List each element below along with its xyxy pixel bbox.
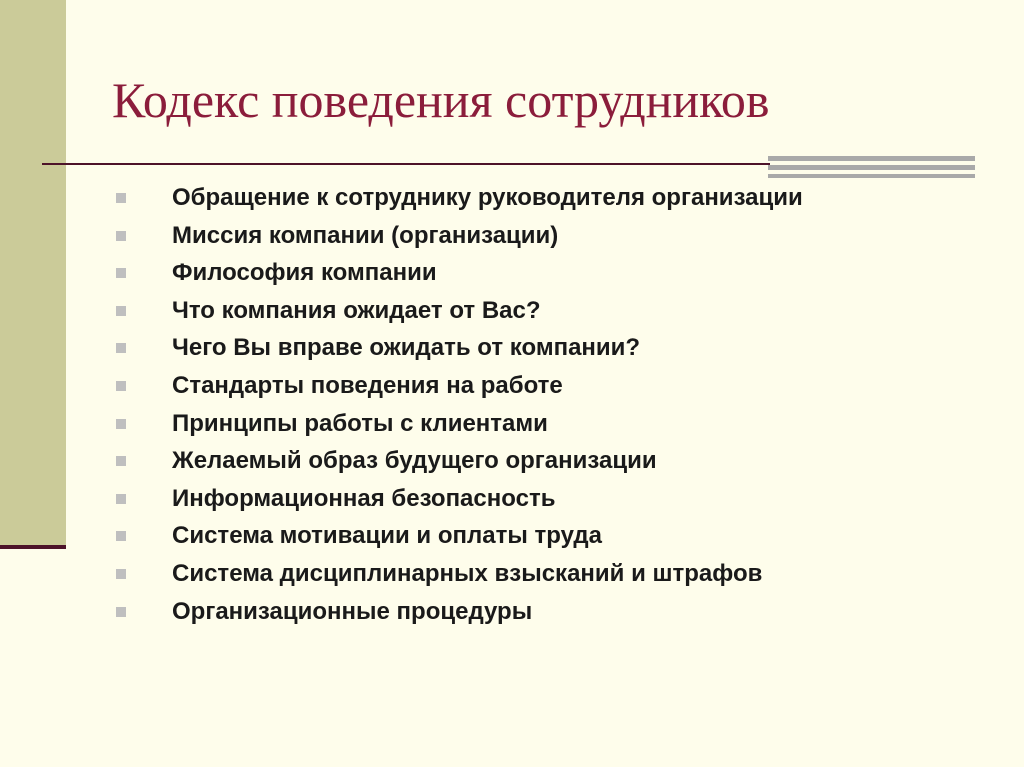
list-item-text: Философия компании xyxy=(172,259,437,287)
square-bullet-icon xyxy=(116,494,126,504)
square-bullet-icon xyxy=(116,419,126,429)
list-item-text: Информационная безопасность xyxy=(172,484,556,512)
list-item-text: Миссия компании (организации) xyxy=(172,221,559,249)
square-bullet-icon xyxy=(116,381,126,391)
list-item-text: Система мотивации и оплаты труда xyxy=(172,522,602,550)
list-item-text: Стандарты поведения на работе xyxy=(172,371,563,399)
list-item-text: Желаемый образ будущего организации xyxy=(172,447,657,475)
list-item-text: Система дисциплинарных взысканий и штрафов xyxy=(172,559,763,587)
square-bullet-icon xyxy=(116,569,126,579)
left-decorative-band xyxy=(0,0,66,545)
left-band-rule xyxy=(0,545,66,549)
square-bullet-icon xyxy=(116,456,126,466)
slide-title: Кодекс поведения сотрудников xyxy=(112,72,770,128)
square-bullet-icon xyxy=(116,531,126,541)
square-bullet-icon xyxy=(116,343,126,353)
title-accent-stripes xyxy=(768,156,975,178)
title-underline xyxy=(42,163,770,165)
square-bullet-icon xyxy=(116,607,126,617)
list-item-text: Организационные процедуры xyxy=(172,597,533,625)
list-item-text: Обращение к сотруднику руководителя организации xyxy=(172,184,803,211)
list-item-text: Что компания ожидает от Вас? xyxy=(172,296,541,324)
square-bullet-icon xyxy=(116,231,126,241)
list-item-text: Чего Вы вправе ожидать от компании? xyxy=(172,334,641,362)
square-bullet-icon xyxy=(116,193,126,203)
square-bullet-icon xyxy=(116,268,126,278)
list-item-text: Принципы работы с клиентами xyxy=(172,409,548,437)
square-bullet-icon xyxy=(116,306,126,316)
